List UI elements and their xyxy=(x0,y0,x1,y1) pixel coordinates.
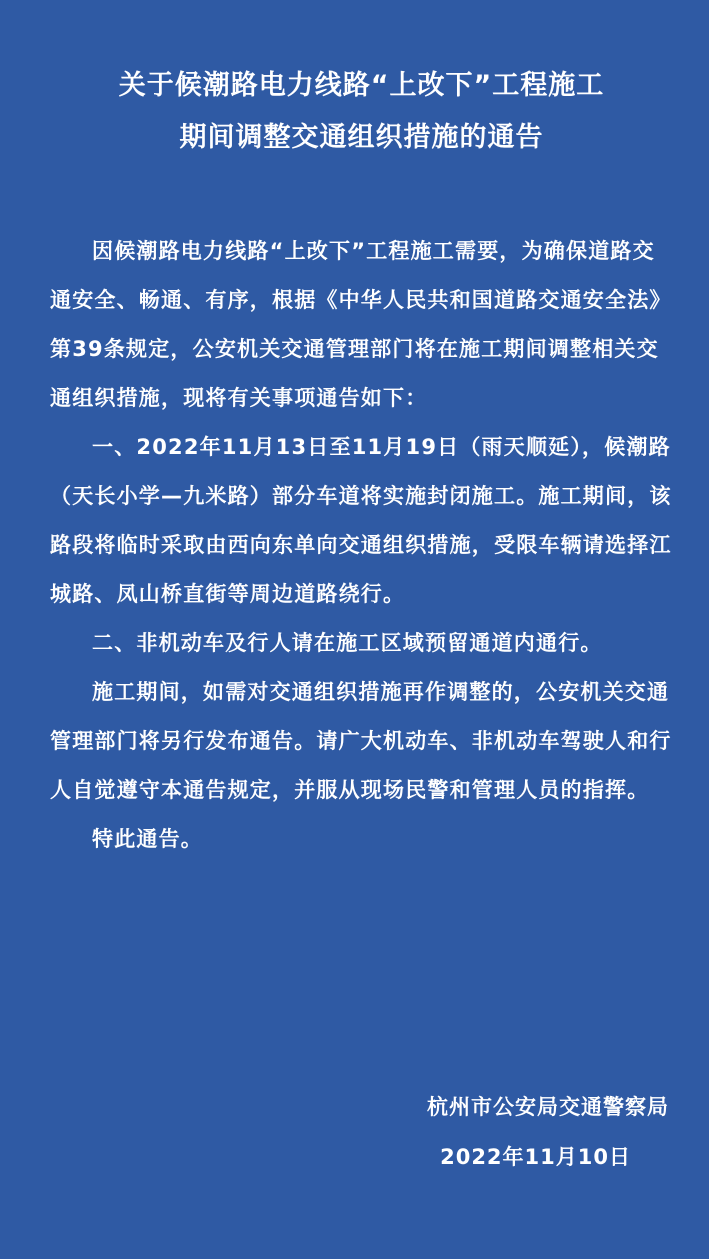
paragraph-item-1: 一、2022年11月13日至11月19日（雨天顺延），候潮路（天长小学—九米路）部分车道将实施封闭施工。施工期间，该路段将临时采取由西向东单向交通组织措施，受限车辆请选择江城路、凤山桥直街等周边道路绕行。 xyxy=(50,435,672,606)
title-line-2: 期间调整交通组织措施的通告 xyxy=(179,122,544,153)
notice-body xyxy=(50,227,673,864)
paragraph-adjustment: 施工期间，如需对交通组织措施再作调整的，公安机关交通管理部门将另行发布通告。请广大机动车、非机动车驾驶人和行人自觉遵守本通告规定，并服从现场民警和管理人员的指挥。 xyxy=(50,680,672,802)
issue-date: 2022年11月10日 xyxy=(440,1145,631,1169)
paragraph-intro: 因候潮路电力线路“上改下”工程施工需要，为确保道路交通安全、畅通、有序，根据《中华人民共和国道路交通安全法》第39条规定，公安机关交通管理部门将在施工期间调整相关交通组织措施，现将有关事项通告如下： xyxy=(50,239,672,410)
paragraph-closing: 特此通告。 xyxy=(92,827,203,851)
title-line-1: 关于候潮路电力线路“上改下”工程施工 xyxy=(118,70,605,101)
signature-block xyxy=(427,1082,669,1182)
paragraph-item-2: 二、非机动车及行人请在施工区域预留通道内通行。 xyxy=(92,631,603,655)
issuer-name: 杭州市公安局交通警察局 xyxy=(427,1095,669,1119)
notice-title xyxy=(50,0,673,164)
